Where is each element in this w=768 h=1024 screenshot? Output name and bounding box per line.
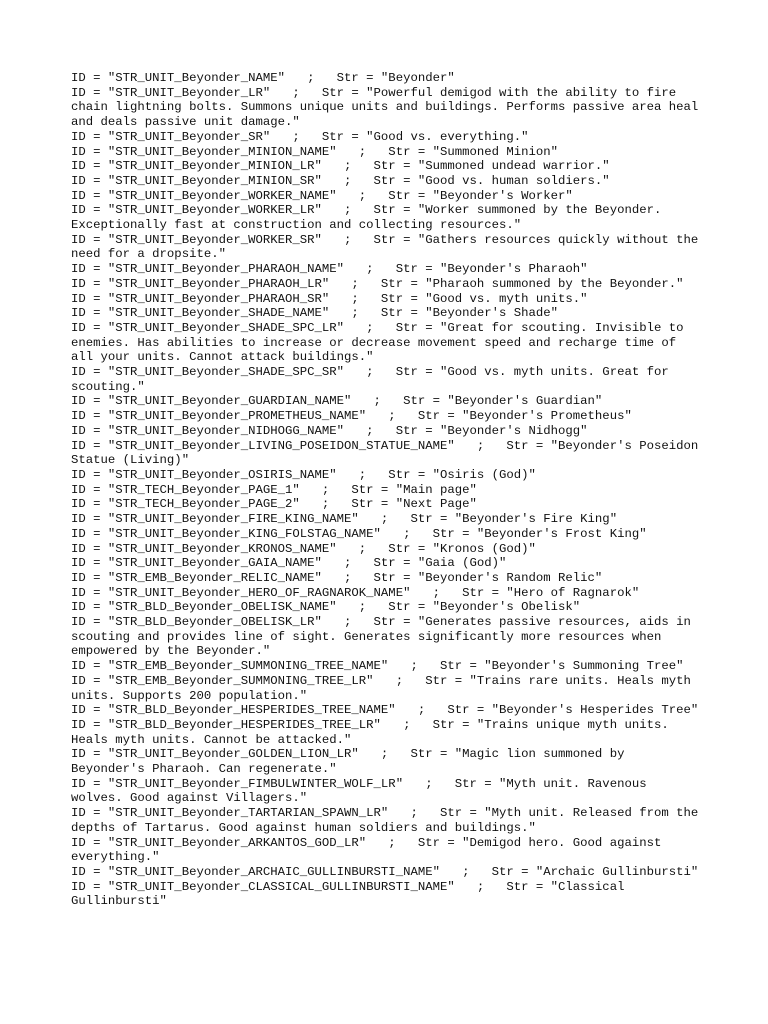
string-entry: ID = "STR_BLD_Beyonder_OBELISK_LR" ; Str = "Generates passive resources, aids in scouting and provides line of sight. Generates significantly more resources when empowered by the Beyonder."	[71, 615, 699, 659]
string-entry: ID = "STR_BLD_Beyonder_HESPERIDES_TREE_LR" ; Str = "Trains unique myth units. Heals myth units. Cannot be attacked."	[71, 717, 677, 747]
string-entry: ID = "STR_UNIT_Beyonder_GUARDIAN_NAME" ; Str = "Beyonder's Guardian"	[71, 394, 603, 409]
string-entry: ID = "STR_EMB_Beyonder_SUMMONING_TREE_LR" ; Str = "Trains rare units. Heals myth units. Supports 200 population."	[71, 673, 699, 703]
string-entry: ID = "STR_UNIT_Beyonder_WORKER_LR" ; Str = "Worker summoned by the Beyonder. Exceptionally fast at construction and collecting resources."	[71, 203, 669, 233]
document-page	[71, 71, 706, 909]
string-entry: ID = "STR_UNIT_Beyonder_SHADE_NAME" ; Str = "Beyonder's Shade"	[71, 306, 559, 321]
string-entry: ID = "STR_UNIT_Beyonder_OSIRIS_NAME" ; Str = "Osiris (God)"	[71, 467, 536, 482]
string-entry: ID = "STR_UNIT_Beyonder_HERO_OF_RAGNAROK_NAME" ; Str = "Hero of Ragnarok"	[71, 585, 640, 600]
string-entry: ID = "STR_EMB_Beyonder_SUMMONING_TREE_NAME" ; Str = "Beyonder's Summoning Tree"	[71, 659, 684, 674]
string-entry: ID = "STR_UNIT_Beyonder_MINION_NAME" ; Str = "Summoned Minion"	[71, 144, 559, 159]
string-entry: ID = "STR_TECH_Beyonder_PAGE_2" ; Str = "Next Page"	[71, 497, 477, 512]
string-entry: ID = "STR_UNIT_Beyonder_MINION_SR" ; Str = "Good vs. human soldiers."	[71, 173, 610, 188]
string-entry: ID = "STR_UNIT_Beyonder_KRONOS_NAME" ; Str = "Kronos (God)"	[71, 541, 536, 556]
string-entry: ID = "STR_UNIT_Beyonder_LIVING_POSEIDON_STATUE_NAME" ; Str = "Beyonder's Poseidon Statue (Living)"	[71, 438, 706, 468]
string-entry: ID = "STR_TECH_Beyonder_PAGE_1" ; Str = "Main page"	[71, 482, 477, 497]
string-entry: ID = "STR_UNIT_Beyonder_FIMBULWINTER_WOLF_LR" ; Str = "Myth unit. Ravenous wolves. Good against Villagers."	[71, 776, 654, 806]
string-entry: ID = "STR_UNIT_Beyonder_SHADE_SPC_SR" ; Str = "Good vs. myth units. Great for scouting."	[71, 365, 677, 394]
string-entry: ID = "STR_UNIT_Beyonder_MINION_LR" ; Str = "Summoned undead warrior."	[71, 159, 610, 174]
string-entry: ID = "STR_UNIT_Beyonder_ARKANTOS_GOD_LR" ; Str = "Demigod hero. Good against everything."	[71, 835, 669, 865]
string-entry: ID = "STR_UNIT_Beyonder_PHARAOH_LR" ; Str = "Pharaoh summoned by the Beyonder."	[71, 276, 684, 291]
string-entry: ID = "STR_UNIT_Beyonder_CLASSICAL_GULLINBURSTI_NAME" ; Str = "Classical Gullinbursti"	[71, 879, 632, 909]
string-entry: ID = "STR_UNIT_Beyonder_NIDHOGG_NAME" ; Str = "Beyonder's Nidhogg"	[71, 423, 588, 438]
string-table	[71, 71, 706, 909]
string-entry: ID = "STR_UNIT_Beyonder_WORKER_NAME" ; Str = "Beyonder's Worker"	[71, 188, 573, 203]
string-entry: ID = "STR_UNIT_Beyonder_NAME" ; Str = "Beyonder"	[71, 71, 455, 85]
string-entry: ID = "STR_UNIT_Beyonder_TARTARIAN_SPAWN_LR" ; Str = "Myth unit. Released from the depths of Tartarus. Good against human soldiers and buildings."	[71, 806, 706, 835]
string-entry: ID = "STR_EMB_Beyonder_RELIC_NAME" ; Str = "Beyonder's Random Relic"	[71, 570, 603, 585]
string-entry: ID = "STR_UNIT_Beyonder_GOLDEN_LION_LR" ; Str = "Magic lion summoned by Beyonder's Pharaoh. Can regenerate."	[71, 747, 632, 777]
string-entry: ID = "STR_BLD_Beyonder_HESPERIDES_TREE_NAME" ; Str = "Beyonder's Hesperides Tree"	[71, 703, 699, 718]
string-entry: ID = "STR_BLD_Beyonder_OBELISK_NAME" ; Str = "Beyonder's Obelisk"	[71, 600, 581, 615]
string-entry: ID = "STR_UNIT_Beyonder_GAIA_NAME" ; Str = "Gaia (God)"	[71, 556, 507, 571]
string-entry: ID = "STR_UNIT_Beyonder_PHARAOH_NAME" ; Str = "Beyonder's Pharaoh"	[71, 262, 588, 277]
string-entry: ID = "STR_UNIT_Beyonder_FIRE_KING_NAME" ; Str = "Beyonder's Fire King"	[71, 512, 618, 527]
string-entry: ID = "STR_UNIT_Beyonder_SR" ; Str = "Good vs. everything."	[71, 129, 529, 144]
string-entry: ID = "STR_UNIT_Beyonder_ARCHAIC_GULLINBURSTI_NAME" ; Str = "Archaic Gullinbursti"	[71, 864, 699, 879]
string-entry: ID = "STR_UNIT_Beyonder_WORKER_SR" ; Str = "Gathers resources quickly without the need for a dropsite."	[71, 232, 706, 262]
string-entry: ID = "STR_UNIT_Beyonder_PROMETHEUS_NAME" ; Str = "Beyonder's Prometheus"	[71, 409, 632, 424]
string-entry: ID = "STR_UNIT_Beyonder_LR" ; Str = "Powerful demigod with the ability to fire chain lightning bolts. Summons unique units and buildings. Performs passive area heal and deals passive unit damage."	[71, 85, 706, 130]
string-entry: ID = "STR_UNIT_Beyonder_PHARAOH_SR" ; Str = "Good vs. myth units."	[71, 291, 588, 306]
string-entry: ID = "STR_UNIT_Beyonder_SHADE_SPC_LR" ; Str = "Great for scouting. Invisible to enemies. Has abilities to increase or decrease movement speed and recharge time of all your units. Cannot attack buildings."	[71, 320, 691, 365]
string-entry: ID = "STR_UNIT_Beyonder_KING_FOLSTAG_NAME" ; Str = "Beyonder's Frost King"	[71, 526, 647, 541]
